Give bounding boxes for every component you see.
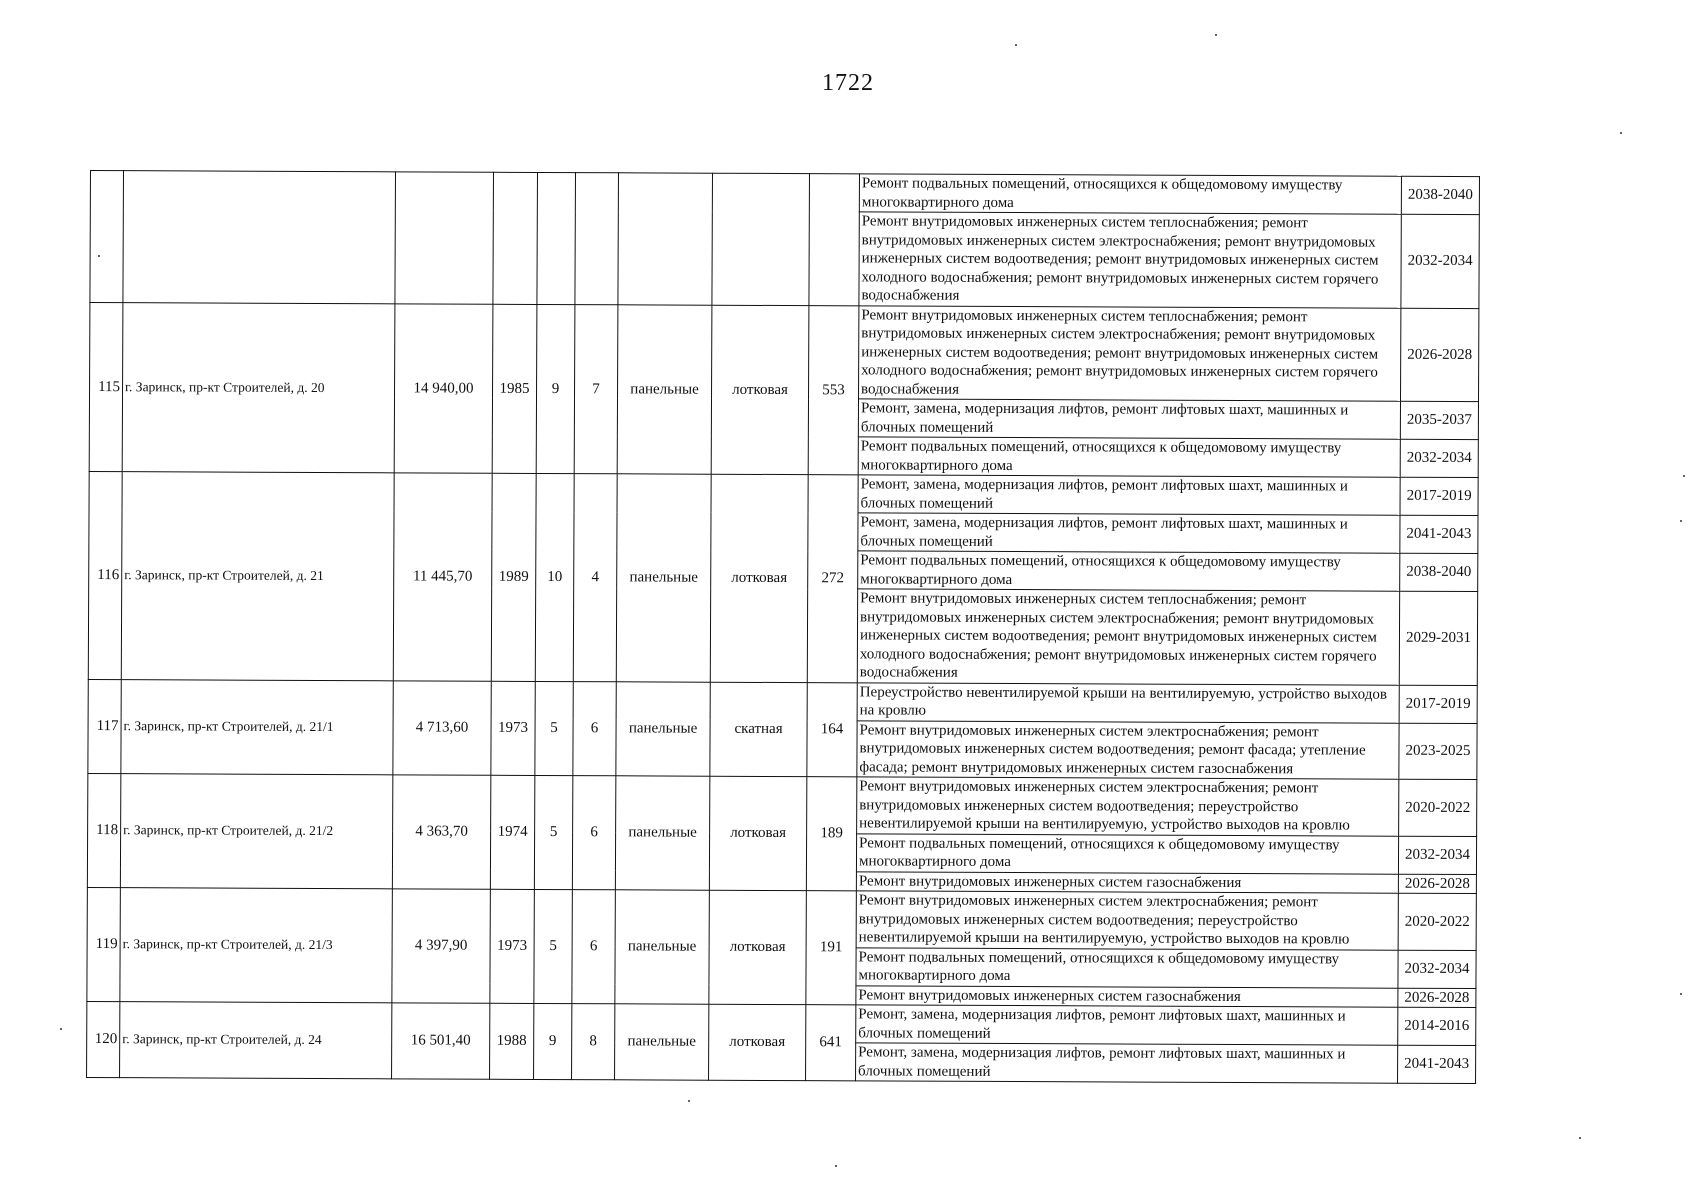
floors: 9 bbox=[536, 304, 575, 474]
work-description: Ремонт, замена, модернизация лифтов, ремонт лифтовых шахт, машинных и блочных помещений bbox=[858, 399, 1400, 439]
work-description: Ремонт подвальных помещений, относящихся к общедомовому имуществу многоквартирного дома bbox=[858, 437, 1400, 477]
table-row bbox=[90, 171, 1479, 215]
entrances: 6 bbox=[573, 681, 616, 776]
work-description: Ремонт подвальных помещений, относящихся к общедомовому имуществу многоквартирного дома bbox=[858, 551, 1400, 591]
work-period: 2026-2028 bbox=[1401, 308, 1479, 402]
empty-cell bbox=[123, 171, 396, 304]
row-number: 115 bbox=[89, 302, 123, 472]
floors: 10 bbox=[535, 473, 574, 681]
work-period: 2032-2034 bbox=[1400, 439, 1478, 477]
empty-cell bbox=[493, 172, 538, 304]
roof-type: скатная bbox=[710, 682, 807, 777]
total-area: 14 940,00 bbox=[394, 303, 493, 473]
apartments: 164 bbox=[807, 682, 857, 777]
work-period: 2026-2028 bbox=[1398, 988, 1476, 1008]
work-period: 2032-2034 bbox=[1398, 950, 1476, 988]
scan-speck bbox=[60, 1028, 62, 1030]
wall-material: панельные bbox=[615, 776, 709, 890]
scan-speck bbox=[1683, 475, 1685, 477]
work-period: 2038-2040 bbox=[1400, 553, 1478, 591]
entrances: 8 bbox=[572, 1004, 615, 1080]
work-description: Ремонт внутридомовых инженерных систем теплоснабжения; ремонт внутридомовых инженерных систем электроснабжения; ремонт внутридомовых инженерных систем водоотведения; ремонт внутридомовых инженерных систем холодного водоснабжения; ремонт внутридомовых инженерных систем горячего водоснабжения bbox=[859, 305, 1401, 401]
entrances: 4 bbox=[573, 474, 617, 682]
entrances: 6 bbox=[572, 890, 615, 1004]
build-year: 1985 bbox=[492, 304, 537, 474]
scan-speck bbox=[1680, 993, 1682, 995]
work-period: 2032-2034 bbox=[1401, 214, 1479, 308]
work-period: 2017-2019 bbox=[1400, 477, 1478, 515]
work-description: Ремонт подвальных помещений, относящихся к общедомовому имуществу многоквартирного дома bbox=[859, 174, 1401, 214]
total-area: 4 397,90 bbox=[392, 889, 490, 1003]
address: г. Заринск, пр-кт Строителей, д. 24 bbox=[120, 1002, 392, 1079]
empty-cell bbox=[809, 174, 860, 306]
repair-schedule-table bbox=[86, 170, 1480, 1084]
work-description: Ремонт подвальных помещений, относящихся к общедомовому имуществу многоквартирного дома bbox=[856, 833, 1398, 873]
work-description: Ремонт, замена, модернизация лифтов, ремонт лифтовых шахт, машинных и блочных помещений bbox=[858, 513, 1400, 553]
build-year: 1973 bbox=[491, 681, 535, 776]
apartments: 191 bbox=[806, 891, 856, 1005]
row-number: 119 bbox=[87, 887, 120, 1001]
work-period: 2032-2034 bbox=[1398, 836, 1476, 874]
empty-cell bbox=[537, 172, 576, 304]
table-row bbox=[89, 471, 1478, 515]
row-number: 120 bbox=[87, 1001, 120, 1077]
roof-type: лотковая bbox=[711, 305, 809, 475]
entrances: 6 bbox=[572, 776, 615, 890]
wall-material: панельные bbox=[615, 1004, 709, 1080]
build-year: 1989 bbox=[491, 473, 536, 681]
apartments: 641 bbox=[806, 1005, 856, 1081]
floors: 5 bbox=[535, 681, 573, 776]
work-description: Переустройство невентилируемой крыши на вентилируемую, устройство выходов на кровлю bbox=[857, 682, 1399, 722]
address: г. Заринск, пр-кт Строителей, д. 21 bbox=[121, 472, 394, 681]
build-year: 1988 bbox=[490, 1003, 534, 1079]
empty-cell bbox=[618, 173, 713, 305]
scan-speck bbox=[1579, 1137, 1581, 1139]
work-description: Ремонт внутридомовых инженерных систем электроснабжения; ремонт внутридомовых инженерных систем водоотведения; переустройство невентилируемой крыши на вентилируемую, устройство выходов на кровлю bbox=[857, 777, 1399, 836]
work-description: Ремонт, замена, модернизация лифтов, ремонт лифтовых шахт, машинных и блочных помещений bbox=[858, 475, 1400, 515]
scan-speck bbox=[1680, 520, 1682, 522]
table-row bbox=[87, 1001, 1476, 1045]
work-period: 2017-2019 bbox=[1399, 685, 1477, 723]
wall-material: панельные bbox=[616, 681, 710, 776]
address: г. Заринск, пр-кт Строителей, д. 21/3 bbox=[120, 888, 392, 1003]
row-number: 117 bbox=[88, 679, 121, 774]
scan-speck bbox=[1215, 34, 1217, 36]
total-area: 4 363,70 bbox=[392, 775, 490, 889]
address: г. Заринск, пр-кт Строителей, д. 20 bbox=[122, 302, 395, 473]
table-row bbox=[88, 773, 1477, 836]
work-description: Ремонт внутридомовых инженерных систем электроснабжения; ремонт внутридомовых инженерных систем водоотведения; переустройство невентилируемой крыши на вентилируемую, устройство выходов на кровлю bbox=[856, 891, 1398, 950]
address: г. Заринск, пр-кт Строителей, д. 21/2 bbox=[120, 774, 392, 889]
empty-cell bbox=[575, 173, 619, 305]
entrances: 7 bbox=[574, 304, 618, 474]
table-body bbox=[87, 171, 1480, 1084]
build-year: 1973 bbox=[490, 889, 534, 1003]
address: г. Заринск, пр-кт Строителей, д. 21/1 bbox=[121, 679, 393, 775]
work-period: 2026-2028 bbox=[1398, 874, 1476, 894]
row-number: 116 bbox=[88, 471, 122, 679]
apartments: 553 bbox=[808, 305, 859, 475]
work-description: Ремонт внутридомовых инженерных систем теплоснабжения; ремонт внутридомовых инженерных систем электроснабжения; ремонт внутридомовых инженерных систем водоотведения; ремонт внутридомовых инженерных систем холодного водоснабжения; ремонт внутридомовых инженерных систем горячего водоснабжения bbox=[857, 589, 1399, 685]
roof-type: лотковая bbox=[710, 474, 808, 682]
work-period: 2035-2037 bbox=[1400, 401, 1478, 439]
work-period: 2020-2022 bbox=[1398, 893, 1476, 950]
table-row bbox=[90, 302, 1479, 402]
work-description: Ремонт внутридомовых инженерных систем электроснабжения; ремонт внутридомовых инженерных систем водоотведения; ремонт фасада; утепление фасада; ремонт внутридомовых инженерных систем газоснабжения bbox=[857, 720, 1399, 779]
work-description: Ремонт, замена, модернизация лифтов, ремонт лифтовых шахт, машинных и блочных помещений bbox=[856, 1043, 1398, 1083]
page-number: 1722 bbox=[822, 70, 874, 96]
scan-speck bbox=[688, 1100, 690, 1102]
empty-cell bbox=[712, 173, 810, 305]
build-year: 1974 bbox=[490, 775, 534, 889]
work-period: 2023-2025 bbox=[1399, 723, 1477, 780]
apartments: 189 bbox=[806, 777, 856, 891]
work-description: Ремонт, замена, модернизация лифтов, ремонт лифтовых шахт, машинных и блочных помещений bbox=[856, 1005, 1398, 1045]
work-description: Ремонт внутридомовых инженерных систем теплоснабжения; ремонт внутридомовых инженерных систем электроснабжения; ремонт внутридомовых инженерных систем водоотведения; ремонт внутридомовых инженерных систем холодного водоснабжения; ремонт внутридомовых инженерных систем горячего водоснабжения bbox=[859, 212, 1401, 308]
work-period: 2020-2022 bbox=[1399, 779, 1477, 836]
total-area: 11 445,70 bbox=[393, 473, 492, 681]
roof-type: лотковая bbox=[709, 1004, 806, 1080]
table-row bbox=[87, 887, 1476, 950]
roof-type: лотковая bbox=[709, 890, 806, 1004]
work-description: Ремонт внутридомовых инженерных систем газоснабжения bbox=[856, 871, 1398, 893]
scan-speck bbox=[835, 1165, 837, 1167]
total-area: 16 501,40 bbox=[392, 1003, 490, 1079]
wall-material: панельные bbox=[615, 890, 709, 1004]
total-area: 4 713,60 bbox=[393, 680, 491, 775]
table-row bbox=[88, 679, 1477, 723]
floors: 9 bbox=[534, 1003, 572, 1079]
roof-type: лотковая bbox=[709, 776, 806, 890]
work-period: 2029-2031 bbox=[1399, 591, 1477, 685]
scan-speck bbox=[98, 255, 100, 257]
scan-speck bbox=[1015, 44, 1017, 46]
work-period: 2041-2043 bbox=[1398, 1045, 1476, 1083]
empty-cell bbox=[395, 172, 494, 304]
work-period: 2038-2040 bbox=[1401, 176, 1479, 214]
work-description: Ремонт подвальных помещений, относящихся к общедомовому имуществу многоквартирного дома bbox=[856, 947, 1398, 987]
wall-material: панельные bbox=[617, 304, 712, 474]
apartments: 272 bbox=[807, 475, 858, 683]
row-number: 118 bbox=[87, 773, 120, 887]
empty-cell bbox=[90, 171, 124, 303]
floors: 5 bbox=[534, 775, 572, 889]
wall-material: панельные bbox=[616, 474, 711, 682]
scan-speck bbox=[1620, 132, 1622, 134]
work-period: 2014-2016 bbox=[1398, 1007, 1476, 1045]
work-period: 2041-2043 bbox=[1400, 515, 1478, 553]
floors: 5 bbox=[534, 889, 572, 1003]
work-description: Ремонт внутридомовых инженерных систем газоснабжения bbox=[856, 985, 1398, 1007]
